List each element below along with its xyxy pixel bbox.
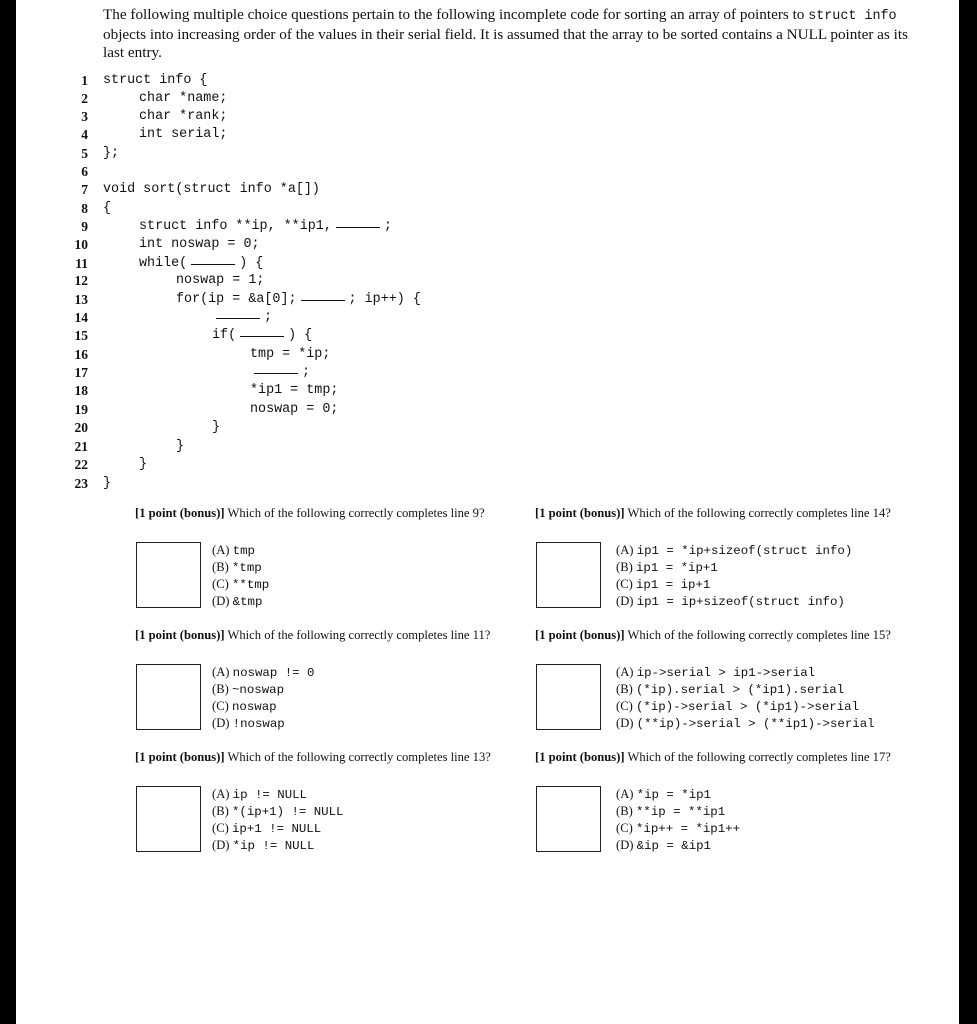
line-number: 11 <box>75 256 88 271</box>
line-number: 22 <box>74 457 88 472</box>
answer-option <box>212 559 269 576</box>
option-letter: (D) <box>212 594 230 608</box>
code-line-17 <box>250 364 310 382</box>
option-letter: (B) <box>212 682 229 696</box>
line-number: 7 <box>81 182 88 197</box>
answer-option <box>616 698 875 715</box>
fill-in-blank <box>240 335 284 337</box>
code-text: char *name; <box>139 91 228 106</box>
option-code: &tmp <box>232 595 263 609</box>
fill-in-blank <box>191 263 235 265</box>
line-number: 13 <box>74 292 88 307</box>
code-line-11 <box>139 255 263 273</box>
code-text-after: ; ip++) { <box>348 292 421 307</box>
line-number: 16 <box>74 347 88 362</box>
question-points: [1 point (bonus)] <box>535 628 625 642</box>
code-line-20 <box>212 419 220 437</box>
line-number: 10 <box>74 237 88 252</box>
answer-option <box>212 820 344 837</box>
option-code: *ip++ = *ip1++ <box>635 822 741 836</box>
intro-text-2: objects into increasing order of the values in their serial field. It is assumed that the array to be sorted contains a NULL pointer as its last entry. <box>103 26 908 61</box>
option-code: (*ip).serial > (*ip1).serial <box>635 683 845 697</box>
exam-page <box>16 0 959 1024</box>
answer-option <box>616 786 740 803</box>
code-line-10 <box>139 236 260 254</box>
code-text-after: ; <box>302 365 311 380</box>
option-letter: (C) <box>616 821 633 835</box>
answer-box[interactable] <box>136 542 201 608</box>
option-letter: (C) <box>616 577 633 591</box>
line-number: 19 <box>74 402 88 417</box>
code-text: void sort(struct info *a[]) <box>103 182 320 197</box>
code-line-3 <box>139 108 227 126</box>
code-text: tmp = *ip; <box>250 347 331 362</box>
code-text: struct info { <box>103 73 208 88</box>
line-number: 2 <box>81 91 88 106</box>
answer-option <box>212 664 314 681</box>
code-text-after: ; <box>264 310 273 325</box>
option-code: *ip = *ip1 <box>636 788 711 802</box>
answer-option <box>212 698 314 715</box>
answer-option <box>212 786 344 803</box>
code-line-5 <box>103 145 119 163</box>
line-number: 15 <box>74 328 88 343</box>
option-letter: (C) <box>212 821 229 835</box>
line-number: 3 <box>81 109 88 124</box>
answer-options <box>212 542 269 610</box>
code-line-16 <box>250 346 330 364</box>
question-heading <box>535 749 891 765</box>
answer-options <box>212 664 314 732</box>
code-text: }; <box>103 146 120 161</box>
code-text: } <box>176 439 185 454</box>
line-number: 12 <box>74 273 88 288</box>
code-line-23 <box>103 475 111 493</box>
answer-option <box>212 803 344 820</box>
answer-option <box>616 715 875 732</box>
answer-option <box>616 593 852 610</box>
answer-options <box>616 664 875 732</box>
answer-option <box>212 576 269 593</box>
question-prompt: Which of the following correctly completes line 11? <box>227 628 491 642</box>
option-code: !noswap <box>232 717 285 731</box>
option-letter: (B) <box>212 560 229 574</box>
question-points: [1 point (bonus)] <box>535 506 625 520</box>
question-prompt: Which of the following correctly completes line 14? <box>627 506 891 520</box>
answer-box[interactable] <box>536 786 601 852</box>
answer-option <box>616 820 740 837</box>
option-code: ip->serial > ip1->serial <box>636 666 816 680</box>
code-line-9 <box>139 218 392 236</box>
answer-option <box>616 664 875 681</box>
option-code: **ip = **ip1 <box>635 805 726 819</box>
code-line-15 <box>212 327 312 345</box>
code-text-after: ) { <box>288 328 313 343</box>
option-letter: (D) <box>616 716 634 730</box>
fill-in-blank <box>301 299 345 301</box>
option-code: ~noswap <box>231 683 285 697</box>
line-number: 21 <box>74 439 88 454</box>
intro-paragraph <box>103 6 923 62</box>
question-prompt: Which of the following correctly completes line 9? <box>227 506 485 520</box>
code-text: } <box>212 420 221 435</box>
code-line-1 <box>103 72 207 90</box>
option-letter: (A) <box>616 665 634 679</box>
question-prompt: Which of the following correctly completes line 15? <box>627 628 891 642</box>
option-letter: (C) <box>212 699 229 713</box>
answer-options <box>616 542 852 610</box>
code-text-before: for(ip = &a[0]; <box>176 292 297 307</box>
fill-in-blank <box>216 317 260 319</box>
code-text: int serial; <box>139 127 228 142</box>
option-letter: (A) <box>616 543 634 557</box>
code-line-19 <box>250 401 338 419</box>
fill-in-blank <box>254 372 298 374</box>
answer-option <box>212 542 269 559</box>
code-text: noswap = 0; <box>250 402 339 417</box>
answer-option <box>212 837 344 854</box>
line-number: 5 <box>81 146 88 161</box>
question-points: [1 point (bonus)] <box>535 750 625 764</box>
option-code: tmp <box>232 544 255 558</box>
option-code: *ip != NULL <box>232 839 315 853</box>
answer-box[interactable] <box>136 786 201 852</box>
code-text-after: ) { <box>239 256 264 271</box>
code-line-4 <box>139 126 227 144</box>
code-line-14 <box>212 309 272 327</box>
code-text-after: ; <box>383 219 392 234</box>
option-letter: (D) <box>212 838 230 852</box>
option-code: &ip = &ip1 <box>636 839 711 853</box>
line-number: 17 <box>74 365 88 380</box>
option-letter: (A) <box>616 787 634 801</box>
code-line-21 <box>176 438 184 456</box>
code-text: } <box>139 457 148 472</box>
code-text: noswap = 1; <box>176 273 265 288</box>
option-letter: (B) <box>212 804 229 818</box>
option-letter: (A) <box>212 787 230 801</box>
code-line-2 <box>139 90 227 108</box>
code-text-before: if( <box>212 328 237 343</box>
option-letter: (C) <box>616 699 633 713</box>
option-code: *tmp <box>231 561 262 575</box>
option-letter: (A) <box>212 543 230 557</box>
answer-options <box>616 786 740 854</box>
option-letter: (D) <box>212 716 230 730</box>
question-points: [1 point (bonus)] <box>135 750 225 764</box>
option-letter: (D) <box>616 594 634 608</box>
answer-option <box>616 803 740 820</box>
option-code: (**ip)->serial > (**ip1)->serial <box>636 717 875 731</box>
code-text: int noswap = 0; <box>139 237 260 252</box>
answer-box[interactable] <box>536 542 601 608</box>
option-code: *(ip+1) != NULL <box>231 805 344 819</box>
answer-option <box>212 715 314 732</box>
code-line-13 <box>176 291 421 309</box>
fill-in-blank <box>336 226 380 228</box>
option-code: noswap != 0 <box>232 666 315 680</box>
code-line-12 <box>176 272 264 290</box>
question-heading <box>135 505 485 521</box>
code-text: { <box>103 201 112 216</box>
option-code: **tmp <box>231 578 270 592</box>
line-number: 14 <box>74 310 88 325</box>
line-number: 20 <box>74 420 88 435</box>
option-code: noswap <box>231 700 277 714</box>
question-heading <box>535 505 891 521</box>
intro-text-1: The following multiple choice questions pertain to the following incomplete code for sorting an array of pointers to <box>103 6 809 23</box>
answer-options <box>212 786 344 854</box>
option-letter: (B) <box>616 682 633 696</box>
line-number: 23 <box>74 476 88 491</box>
option-letter: (A) <box>212 665 230 679</box>
answer-option <box>616 559 852 576</box>
intro-code: struct info <box>808 9 897 24</box>
code-text-before: while( <box>139 256 188 271</box>
option-letter: (B) <box>616 560 633 574</box>
code-line-22 <box>139 456 147 474</box>
line-number: 18 <box>74 383 88 398</box>
question-prompt: Which of the following correctly completes line 13? <box>227 750 491 764</box>
question-points: [1 point (bonus)] <box>135 506 225 520</box>
question-points: [1 point (bonus)] <box>135 628 225 642</box>
option-code: ip1 = ip+sizeof(struct info) <box>636 595 845 609</box>
question-heading <box>535 627 891 643</box>
line-number: 9 <box>81 219 88 234</box>
line-number: 1 <box>81 73 88 88</box>
answer-option <box>616 837 740 854</box>
option-code: ip != NULL <box>232 788 307 802</box>
option-code: (*ip)->serial > (*ip1)->serial <box>635 700 860 714</box>
answer-option <box>616 681 875 698</box>
answer-option <box>212 593 269 610</box>
answer-box[interactable] <box>536 664 601 730</box>
code-text: *ip1 = tmp; <box>250 383 339 398</box>
question-prompt: Which of the following correctly completes line 17? <box>627 750 891 764</box>
answer-box[interactable] <box>136 664 201 730</box>
line-number: 6 <box>81 164 88 179</box>
option-letter: (D) <box>616 838 634 852</box>
code-text: char *rank; <box>139 109 228 124</box>
answer-option <box>616 576 852 593</box>
option-letter: (B) <box>616 804 633 818</box>
code-line-8 <box>103 200 111 218</box>
code-line-18 <box>250 382 338 400</box>
line-number: 8 <box>81 201 88 216</box>
question-heading <box>135 627 490 643</box>
code-line-7 <box>103 181 320 199</box>
answer-option <box>616 542 852 559</box>
line-number: 4 <box>81 127 88 142</box>
answer-option <box>212 681 314 698</box>
option-code: ip1 = *ip+sizeof(struct info) <box>636 544 853 558</box>
code-text-before: struct info **ip, **ip1, <box>139 219 332 234</box>
option-code: ip+1 != NULL <box>231 822 322 836</box>
code-text: } <box>103 476 112 491</box>
question-heading <box>135 749 491 765</box>
option-code: ip1 = *ip+1 <box>635 561 718 575</box>
option-code: ip1 = ip+1 <box>635 578 711 592</box>
option-letter: (C) <box>212 577 229 591</box>
